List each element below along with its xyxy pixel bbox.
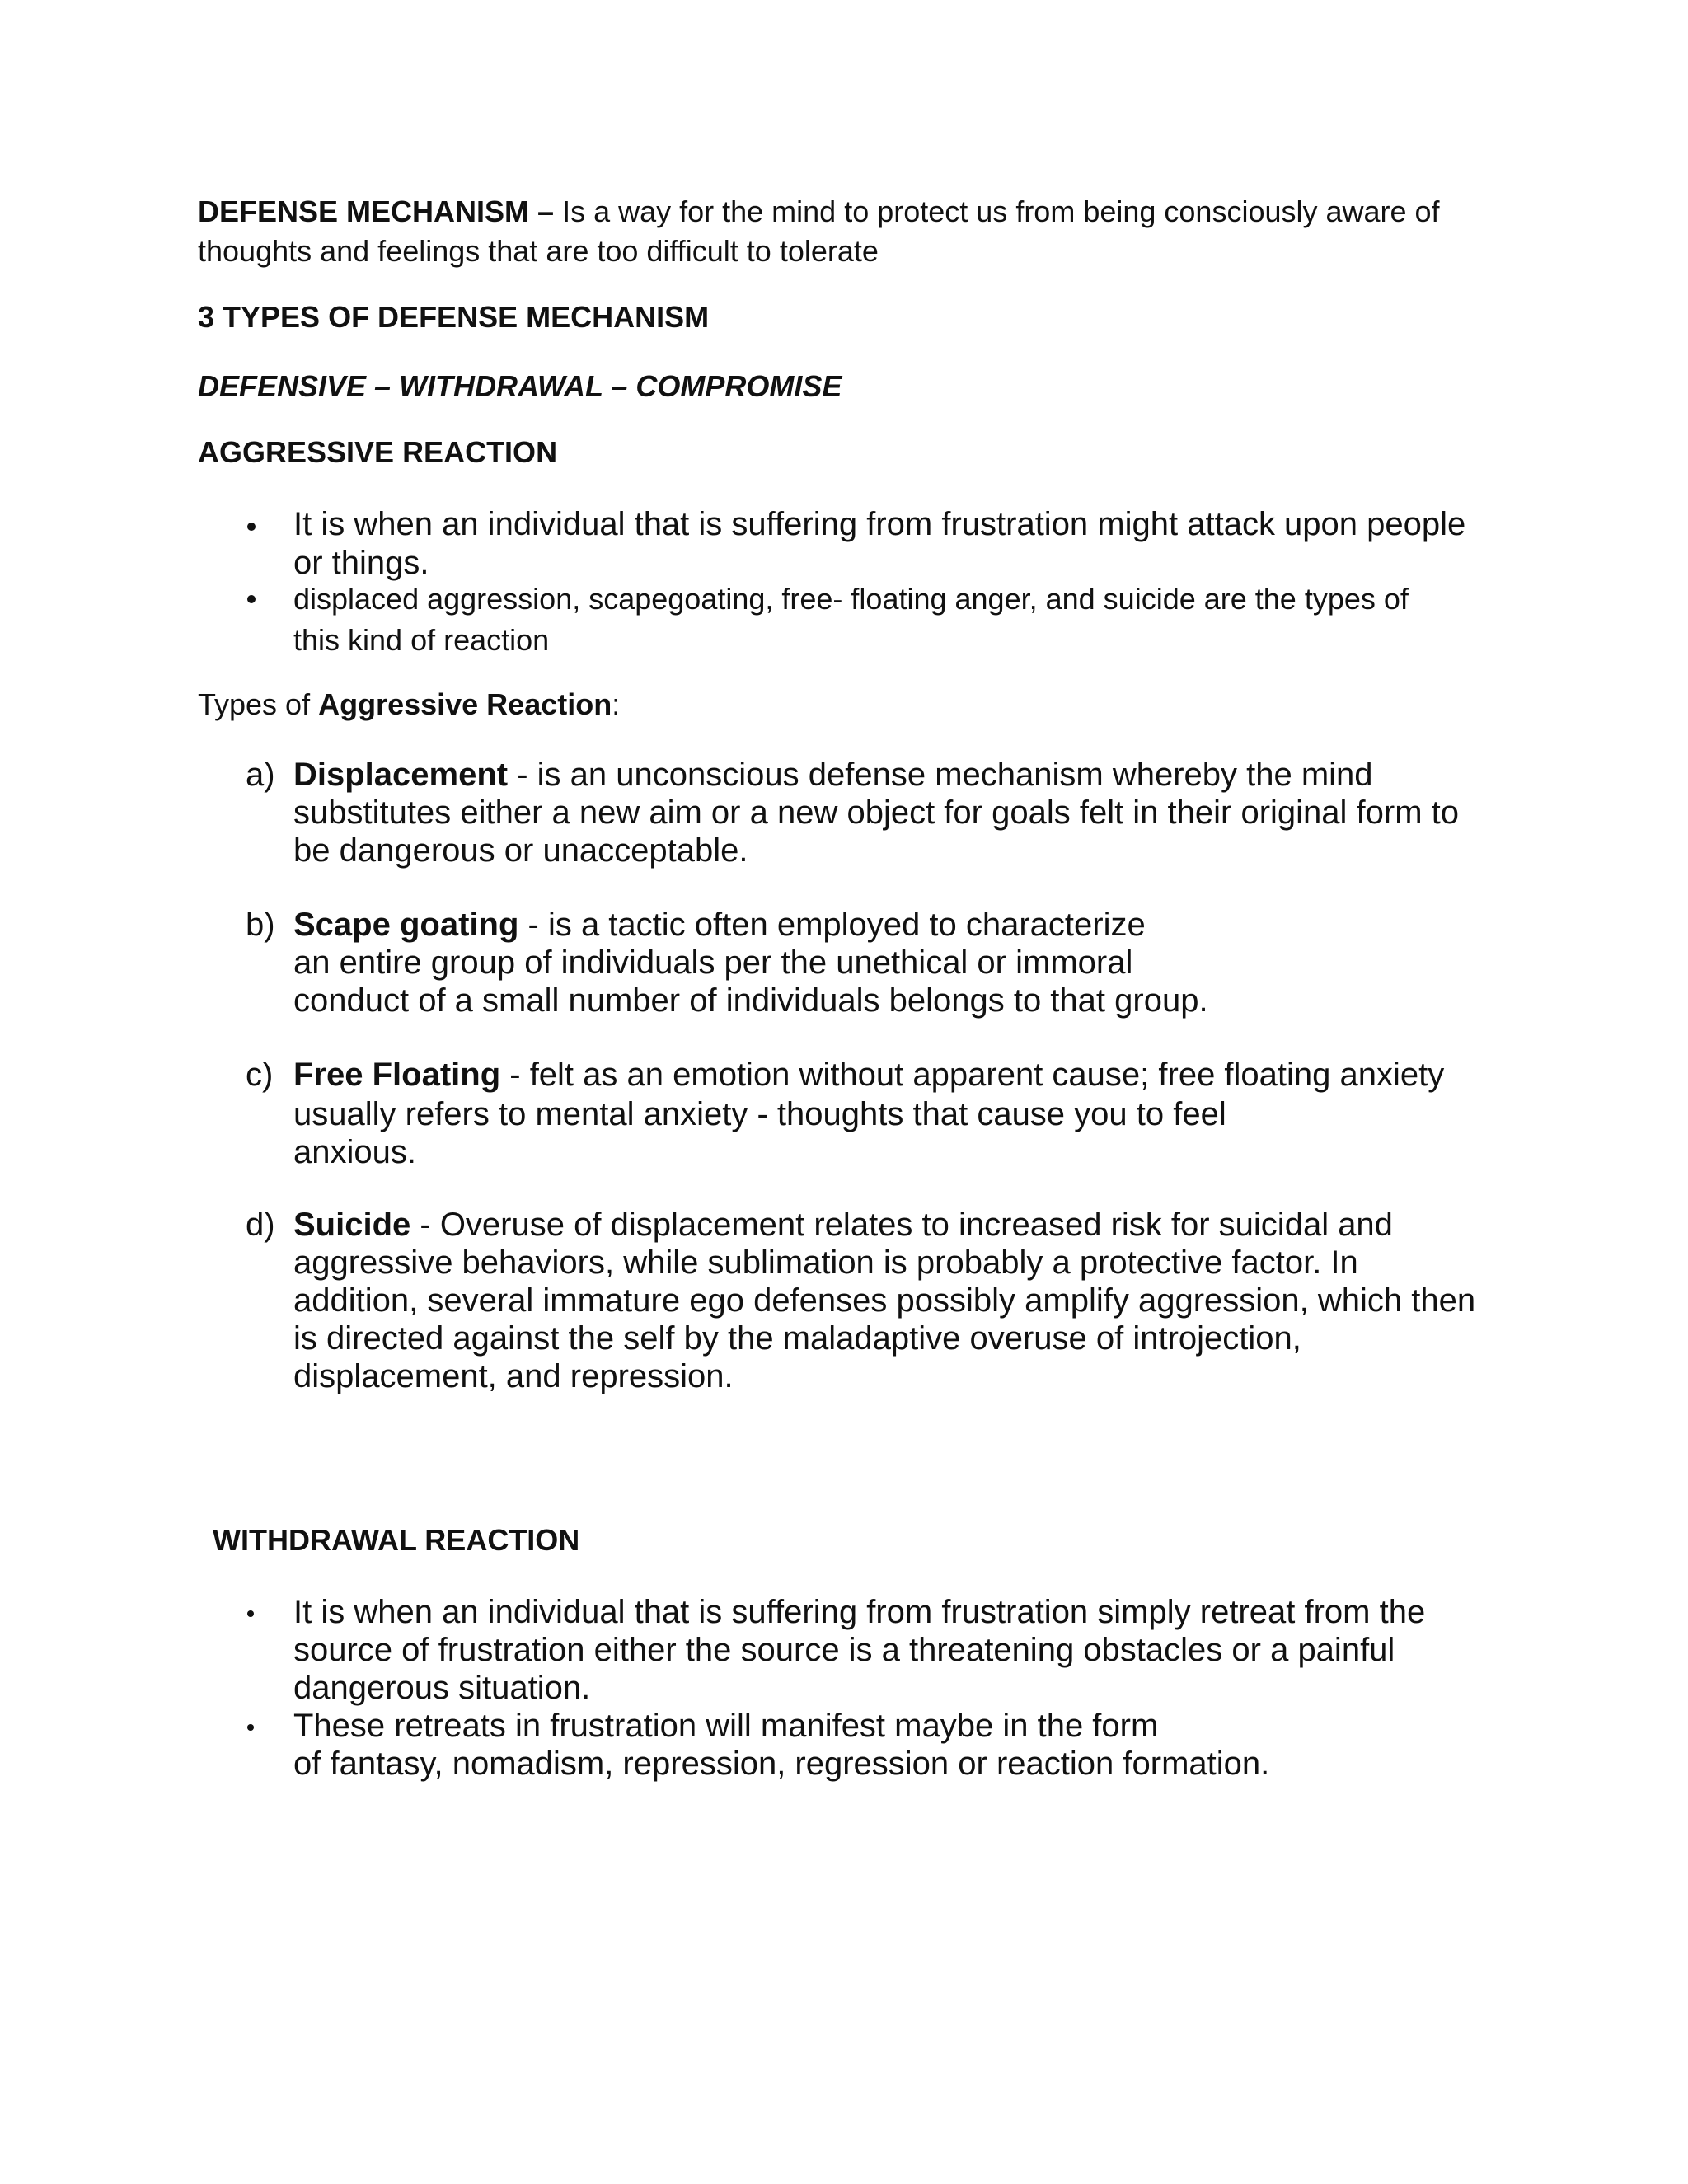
withdrawal-bullet-1-line-3: dangerous situation. <box>293 1670 591 1706</box>
item-suicide-line-2: aggressive behaviors, while sublimation is probably a protective factor. In <box>293 1244 1358 1281</box>
aggressive-bullet-2-line-2: this kind of reaction <box>293 623 550 657</box>
item-displacement-line-2: substitutes either a new aim or a new object for goals felt in their original form to <box>293 794 1460 831</box>
item-term: Scape goating <box>293 907 519 943</box>
list-marker: c) <box>246 1057 274 1093</box>
withdrawal-heading: WITHDRAWAL REACTION <box>213 1523 580 1557</box>
item-displacement-line-1 <box>293 757 1373 794</box>
definition-term: DEFENSE MECHANISM – <box>198 194 555 228</box>
bullet-icon <box>247 595 256 603</box>
item-displacement-line-3: be dangerous or unacceptable. <box>293 832 748 869</box>
item-text: - is an unconscious defense mechanism whereby the mind <box>508 757 1373 793</box>
withdrawal-bullet-1-line-2: source of frustration either the source is a threatening obstacles or a painful <box>293 1632 1395 1668</box>
item-suicide-line-3: addition, several immature ego defenses possibly amplify aggression, which then <box>293 1282 1476 1319</box>
types-intro <box>198 687 620 722</box>
aggressive-bullet-1-line-1: It is when an individual that is suffering from frustration might attack upon people <box>293 506 1466 542</box>
list-marker: a) <box>246 757 275 793</box>
item-free-floating-line-1 <box>293 1057 1444 1094</box>
types-heading: 3 TYPES OF DEFENSE MECHANISM <box>198 300 710 334</box>
item-suicide-line-1 <box>293 1207 1393 1244</box>
definition-text: Is a way for the mind to protect us from being consciously aware of <box>554 194 1440 228</box>
withdrawal-bullet-2-line-2: of fantasy, nomadism, repression, regression or reaction formation. <box>293 1746 1270 1782</box>
item-text: - Overuse of displacement relates to increased risk for suicidal and <box>410 1207 1393 1243</box>
item-scapegoating-line-3: conduct of a small number of individuals belongs to that group. <box>293 982 1208 1019</box>
aggressive-bullet-2-line-1: displaced aggression, scapegoating, free- floating anger, and suicide are the types of <box>293 582 1409 616</box>
item-term: Suicide <box>293 1207 411 1243</box>
item-suicide-line-5: displacement, and repression. <box>293 1358 734 1394</box>
definition-line-1 <box>198 194 1440 229</box>
types-intro-bold: Aggressive Reaction <box>318 687 612 721</box>
bullet-icon <box>247 1610 254 1617</box>
item-free-floating-line-3: anxious. <box>293 1134 416 1170</box>
bullet-icon <box>247 1724 254 1731</box>
types-intro-suffix: : <box>612 687 621 721</box>
aggressive-bullet-1-line-2: or things. <box>293 545 429 581</box>
item-scapegoating-line-1 <box>293 907 1146 944</box>
item-term: Displacement <box>293 757 509 793</box>
definition-line-2: thoughts and feelings that are too difficult to tolerate <box>198 234 879 268</box>
item-scapegoating-line-2: an entire group of individuals per the unethical or immoral <box>293 944 1133 981</box>
item-text: - felt as an emotion without apparent cause; free floating anxiety <box>500 1057 1445 1093</box>
item-free-floating-line-2: usually refers to mental anxiety - thoughts that cause you to feel <box>293 1096 1226 1132</box>
bullet-icon <box>247 523 256 531</box>
types-list: DEFENSIVE – WITHDRAWAL – COMPROMISE <box>198 369 842 403</box>
item-text: - is a tactic often employed to characterize <box>518 907 1146 943</box>
item-term: Free Floating <box>293 1057 501 1093</box>
withdrawal-bullet-2-line-1: These retreats in frustration will manifest maybe in the form <box>293 1708 1159 1744</box>
list-marker: d) <box>246 1207 275 1243</box>
withdrawal-bullet-1-line-1: It is when an individual that is suffering from frustration simply retreat from the <box>293 1594 1426 1630</box>
types-intro-prefix: Types of <box>198 687 319 721</box>
list-marker: b) <box>246 907 275 943</box>
aggressive-heading: AGGRESSIVE REACTION <box>198 435 558 469</box>
item-suicide-line-4: is directed against the self by the maladaptive overuse of introjection, <box>293 1320 1301 1357</box>
